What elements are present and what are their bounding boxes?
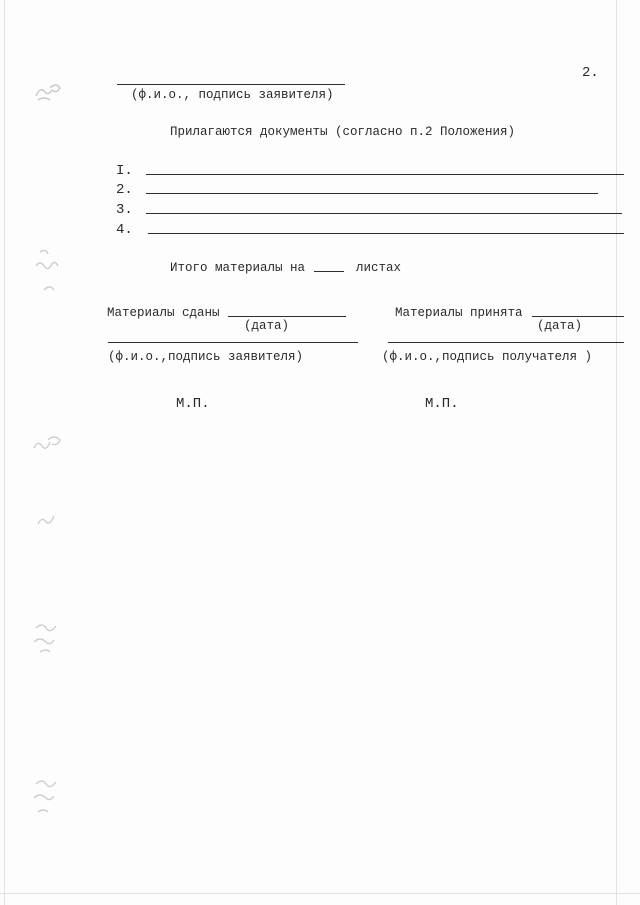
total-suffix: листах [356,261,402,275]
applicant-signature-line-top [117,84,345,85]
received-stamp: М.П. [425,396,459,412]
total-sheets-blank [314,271,344,272]
applicant-signature-caption-top: (ф.и.о., подпись заявителя) [131,88,334,102]
archive-mark-2 [30,246,70,302]
attachment-number-1: I. [116,163,133,179]
page-number: 2. [582,65,599,81]
attachments-heading: Прилагаются документы (согласно п.2 Положения) [170,125,516,139]
attachment-line-4 [148,233,624,234]
received-date-line [532,316,624,317]
handed-over-stamp: М.П. [176,396,210,412]
archive-mark-3 [28,428,68,458]
attachment-line-1 [146,174,624,175]
handed-over-label: Материалы сданы [107,306,220,320]
bottom-scan-edge [0,893,640,894]
handed-over-signature-line [108,342,358,343]
received-signature-caption: (ф.и.о.,подпись получателя ) [382,350,593,364]
handed-over-date-line [228,316,346,317]
archive-mark-5 [28,618,68,658]
archive-mark-4 [32,506,62,532]
handed-over-signature-caption: (ф.и.о.,подпись заявителя) [108,350,304,364]
attachment-number-4: 4. [116,222,133,238]
handed-over-date-caption: (дата) [244,319,290,333]
right-scan-edge [616,0,617,905]
archive-mark-1 [30,74,70,104]
archive-mark-6 [28,772,68,822]
attachment-number-2: 2. [116,182,133,198]
attachment-number-3: 3. [116,202,133,218]
total-prefix: Итого материалы на [170,261,306,275]
received-label: Материалы принята [395,306,523,320]
received-date-caption: (дата) [537,319,583,333]
received-signature-line [388,342,624,343]
attachment-line-3 [146,213,622,214]
attachment-line-2 [146,193,598,194]
left-scan-edge [4,0,5,905]
